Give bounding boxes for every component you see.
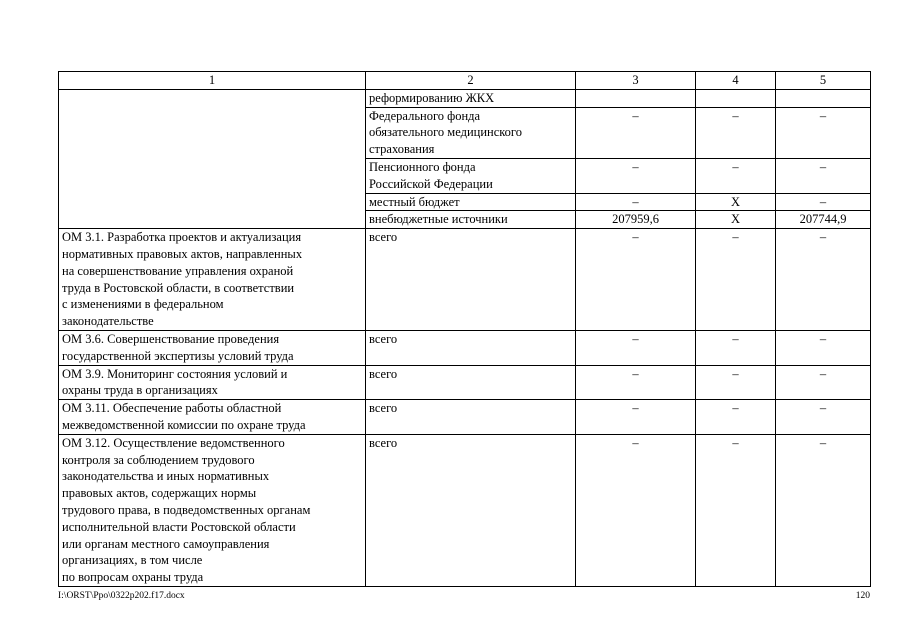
value-cell-col3: –: [576, 229, 696, 331]
value-cell-col3: –: [576, 107, 696, 158]
value-cell-col4: Х: [696, 211, 776, 229]
value-cell-col4: [696, 89, 776, 107]
value-cell-col3: –: [576, 330, 696, 365]
activity-cell: ОМ 3.9. Мониторинг состояния условий и охраны труда в организациях: [59, 365, 366, 400]
value-cell-col5: [776, 89, 871, 107]
table-row: [59, 229, 871, 331]
funding-source-cell: всего: [366, 400, 576, 435]
value-cell-col3: –: [576, 365, 696, 400]
table-row: [59, 400, 871, 435]
page-number: 120: [855, 591, 870, 601]
value-cell-col5: 207744,9: [776, 211, 871, 229]
value-cell-col5: –: [776, 434, 871, 586]
value-cell-col5: –: [776, 107, 871, 158]
table-row: [59, 330, 871, 365]
funding-source-cell: всего: [366, 229, 576, 331]
funding-source-cell: всего: [366, 365, 576, 400]
value-cell-col3: –: [576, 158, 696, 193]
funding-source-cell: всего: [366, 434, 576, 586]
table-row: [59, 434, 871, 586]
funding-source-cell: Пенсионного фонда Российской Федерации: [366, 158, 576, 193]
funding-source-cell: местный бюджет: [366, 193, 576, 211]
funding-source-cell: внебюджетные источники: [366, 211, 576, 229]
value-cell-col5: –: [776, 400, 871, 435]
value-cell-col4: Х: [696, 193, 776, 211]
funding-source-cell: реформированию ЖКХ: [366, 89, 576, 107]
value-cell-col3: –: [576, 434, 696, 586]
value-cell-col4: –: [696, 107, 776, 158]
value-cell-col3: –: [576, 193, 696, 211]
column-header-2: 2: [366, 72, 576, 90]
value-cell-col5: –: [776, 365, 871, 400]
activity-cell: ОМ 3.1. Разработка проектов и актуализация нормативных правовых актов, направленных на совершенствование управления охраной труда в Ростовской области, в соответствии с изменениями в федеральном законодательстве: [59, 229, 366, 331]
value-cell-col4: –: [696, 434, 776, 586]
table-row: [59, 89, 871, 107]
table-header-row: [59, 72, 871, 90]
value-cell-col5: –: [776, 229, 871, 331]
budget-table: [58, 71, 871, 587]
activity-cell: ОМ 3.12. Осуществление ведомственного контроля за соблюдением трудового законодательства и иных нормативных правовых актов, содержащих нормы трудового права, в подведомственных органам исполнительной власти Ростовской области или органам местного самоуправления организациях, в том числе по вопросам охраны труда: [59, 434, 366, 586]
column-header-4: 4: [696, 72, 776, 90]
value-cell-col5: –: [776, 158, 871, 193]
value-cell-col4: –: [696, 229, 776, 331]
column-header-1: 1: [59, 72, 366, 90]
value-cell-col4: –: [696, 365, 776, 400]
value-cell-col5: –: [776, 193, 871, 211]
value-cell-col3: 207959,6: [576, 211, 696, 229]
column-header-3: 3: [576, 72, 696, 90]
activity-cell: ОМ 3.6. Совершенствование проведения государственной экспертизы условий труда: [59, 330, 366, 365]
table-row: [59, 365, 871, 400]
value-cell-col5: –: [776, 330, 871, 365]
funding-source-cell: Федерального фонда обязательного медицинского страхования: [366, 107, 576, 158]
column-header-5: 5: [776, 72, 871, 90]
value-cell-col4: –: [696, 400, 776, 435]
value-cell-col3: [576, 89, 696, 107]
activity-cell: [59, 89, 366, 228]
value-cell-col4: –: [696, 158, 776, 193]
value-cell-col4: –: [696, 330, 776, 365]
footer-file-path: I:\ORST\Ppo\0322p202.f17.docx: [58, 591, 185, 601]
activity-cell: ОМ 3.11. Обеспечение работы областной межведомственной комиссии по охране труда: [59, 400, 366, 435]
funding-source-cell: всего: [366, 330, 576, 365]
value-cell-col3: –: [576, 400, 696, 435]
